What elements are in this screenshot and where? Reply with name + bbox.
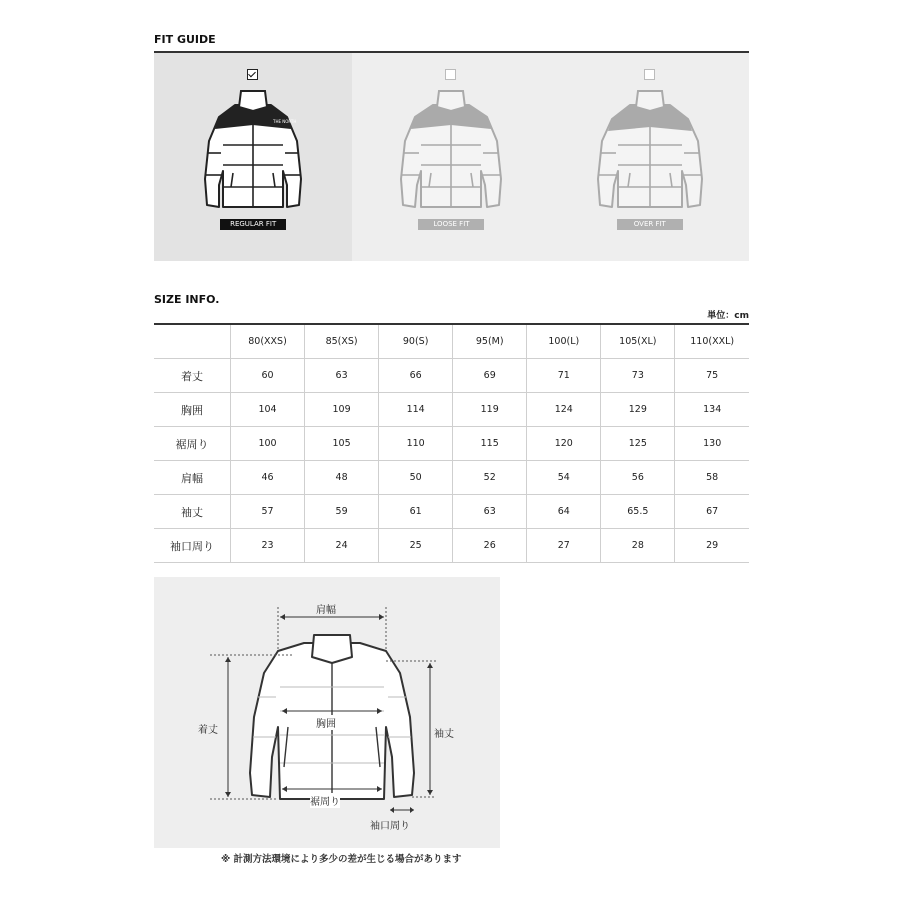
- fit-option-loose[interactable]: [352, 53, 550, 261]
- table-cell: 27: [527, 529, 601, 563]
- fit-option-over[interactable]: [551, 53, 749, 261]
- table-cell: 57: [231, 495, 305, 529]
- table-cell: 120: [527, 427, 601, 461]
- table-row: [154, 427, 749, 461]
- row-header: 袖丈: [154, 495, 231, 529]
- fit-regular-label: REGULAR FIT: [220, 219, 286, 230]
- jacket-over-icon: [590, 83, 710, 219]
- table-cell: 60: [231, 359, 305, 393]
- table-row: [154, 495, 749, 529]
- table-cell: 130: [675, 427, 749, 461]
- table-cell: 125: [601, 427, 675, 461]
- table-cell: 64: [527, 495, 601, 529]
- table-cell: 63: [305, 359, 379, 393]
- table-cell: 115: [453, 427, 527, 461]
- table-cell: 25: [379, 529, 453, 563]
- column-header: 95(M): [453, 324, 527, 359]
- column-header: 105(XL): [601, 324, 675, 359]
- table-cell: 50: [379, 461, 453, 495]
- table-cell: 58: [675, 461, 749, 495]
- fit-guide-title: FIT GUIDE: [154, 33, 216, 46]
- size-info-title: SIZE INFO.: [154, 293, 220, 306]
- table-cell: 46: [231, 461, 305, 495]
- jacket-loose-icon: [391, 83, 511, 219]
- column-header: 110(XXL): [675, 324, 749, 359]
- row-header: 裾周り: [154, 427, 231, 461]
- column-header: 90(S): [379, 324, 453, 359]
- row-header: 胸囲: [154, 393, 231, 427]
- table-cell: 29: [675, 529, 749, 563]
- cuff-label: 袖口周り: [370, 821, 410, 832]
- row-header: 着丈: [154, 359, 231, 393]
- row-header: 袖口周り: [154, 529, 231, 563]
- table-cell: 100: [231, 427, 305, 461]
- row-header: 肩幅: [154, 461, 231, 495]
- table-row: [154, 461, 749, 495]
- table-cell: 124: [527, 393, 601, 427]
- svg-text:THE NORTH: THE NORTH: [273, 119, 297, 124]
- column-header: 100(L): [527, 324, 601, 359]
- table-cell: 63: [453, 495, 527, 529]
- table-cell: 104: [231, 393, 305, 427]
- length-label: 着丈: [198, 725, 218, 736]
- fit-guide-panels: [154, 53, 749, 261]
- table-cell: 134: [675, 393, 749, 427]
- chest-label: 胸囲: [316, 715, 336, 730]
- table-cell: 59: [305, 495, 379, 529]
- fit-option-regular[interactable]: [154, 53, 352, 261]
- column-header: 80(XXS): [231, 324, 305, 359]
- table-cell: 110: [379, 427, 453, 461]
- fit-loose-checkbox[interactable]: [445, 69, 456, 80]
- table-cell: 52: [453, 461, 527, 495]
- table-corner-cell: [154, 324, 231, 359]
- fit-over-label: OVER FIT: [617, 219, 683, 230]
- measurement-diagram: [154, 577, 500, 848]
- table-row: [154, 393, 749, 427]
- table-cell: 129: [601, 393, 675, 427]
- size-table: [154, 323, 749, 563]
- table-cell: 73: [601, 359, 675, 393]
- table-cell: 105: [305, 427, 379, 461]
- table-cell: 67: [675, 495, 749, 529]
- measurement-note: ※ 計測方法環境により多少の差が生じる場合があります: [221, 854, 462, 865]
- table-cell: 114: [379, 393, 453, 427]
- table-cell: 28: [601, 529, 675, 563]
- table-row: [154, 529, 749, 563]
- fit-loose-label: LOOSE FIT: [418, 219, 484, 230]
- table-cell: 66: [379, 359, 453, 393]
- table-cell: 56: [601, 461, 675, 495]
- table-cell: 75: [675, 359, 749, 393]
- jacket-regular-icon: [193, 83, 313, 219]
- table-cell: 71: [527, 359, 601, 393]
- table-cell: 48: [305, 461, 379, 495]
- hem-label: 裾周り: [310, 793, 340, 808]
- table-cell: 54: [527, 461, 601, 495]
- table-cell: 109: [305, 393, 379, 427]
- fit-regular-checkbox[interactable]: [247, 69, 258, 80]
- table-cell: 119: [453, 393, 527, 427]
- sleeve-label: 袖丈: [434, 729, 454, 740]
- table-cell: 24: [305, 529, 379, 563]
- table-cell: 61: [379, 495, 453, 529]
- fit-over-checkbox[interactable]: [644, 69, 655, 80]
- table-header-row: [154, 324, 749, 359]
- column-header: 85(XS): [305, 324, 379, 359]
- table-row: [154, 359, 749, 393]
- table-cell: 23: [231, 529, 305, 563]
- table-cell: 69: [453, 359, 527, 393]
- table-cell: 26: [453, 529, 527, 563]
- unit-label: 単位：cm: [707, 311, 749, 321]
- shoulder-width-label: 肩幅: [316, 605, 336, 616]
- table-cell: 65.5: [601, 495, 675, 529]
